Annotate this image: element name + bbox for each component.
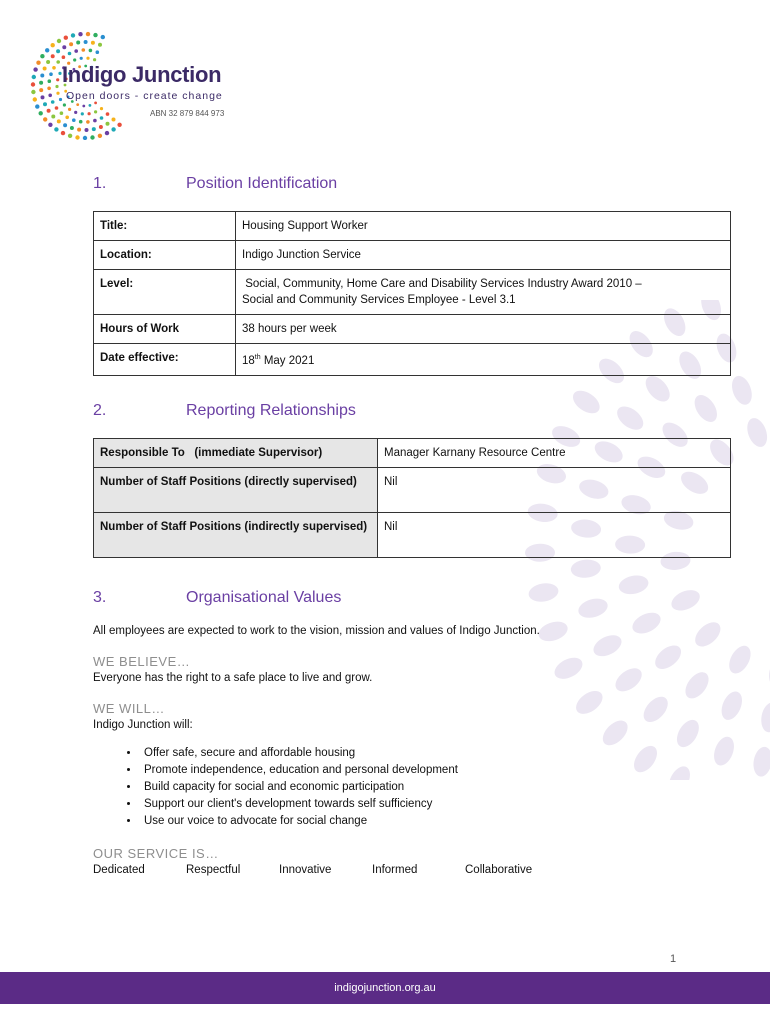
we-believe-text: Everyone has the right to a safe place to live and grow. xyxy=(93,672,373,684)
table-row xyxy=(94,212,731,241)
row-value xyxy=(236,270,731,315)
row-value: Housing Support Worker xyxy=(236,212,731,241)
row-label: Responsible To (immediate Supervisor) xyxy=(94,439,378,468)
service-value: Informed xyxy=(372,864,418,876)
table-row xyxy=(94,241,731,270)
level-line-2: Social and Community Services Employee - Level 3.1 xyxy=(242,294,516,306)
service-value: Innovative xyxy=(279,864,332,876)
brand-name: Indigo Junction xyxy=(62,62,222,87)
list-item: • Offer safe, secure and affordable housing xyxy=(140,745,458,762)
we-will-heading: WE WILL… xyxy=(93,701,165,716)
reporting-table xyxy=(93,438,731,558)
section-2-title: Reporting Relationships xyxy=(186,402,356,419)
list-item: • Support our client's development towards self sufficiency xyxy=(140,796,458,813)
section-2-number: 2. xyxy=(93,402,107,419)
section-1-number: 1. xyxy=(93,175,107,192)
our-service-heading: OUR SERVICE IS… xyxy=(93,846,219,861)
row-value: Manager Karnany Resource Centre xyxy=(378,439,731,468)
table-row xyxy=(94,513,731,558)
list-item: • Use our voice to advocate for social change xyxy=(140,813,458,830)
list-item: • Build capacity for social and economic participation xyxy=(140,779,458,796)
table-row xyxy=(94,315,731,344)
row-value xyxy=(236,344,731,376)
section-1-title: Position Identification xyxy=(186,175,338,192)
table-row xyxy=(94,468,731,513)
we-will-list xyxy=(100,745,458,830)
values-intro: All employees are expected to work to the vision, mission and values of Indigo Junction. xyxy=(93,625,540,637)
row-label: Date effective: xyxy=(94,344,236,376)
row-label: Title: xyxy=(94,212,236,241)
row-label: Number of Staff Positions (directly supervised) xyxy=(94,468,378,513)
row-label: Level: xyxy=(94,270,236,315)
section-3-title: Organisational Values xyxy=(186,589,342,606)
service-value: Collaborative xyxy=(465,864,533,876)
row-label: Location: xyxy=(94,241,236,270)
row-value: Indigo Junction Service xyxy=(236,241,731,270)
list-item: • Promote independence, education and personal development xyxy=(140,762,458,779)
row-value: 38 hours per week xyxy=(236,315,731,344)
brand-tagline: Open doors - create change xyxy=(66,90,223,102)
footer-url: indigojunction.org.au xyxy=(334,982,436,994)
service-value: Dedicated xyxy=(93,864,145,876)
table-row xyxy=(94,270,731,315)
we-will-intro: Indigo Junction will: xyxy=(93,719,193,731)
table-row xyxy=(94,439,731,468)
service-value: Respectful xyxy=(186,864,241,876)
row-value: Nil xyxy=(378,513,731,558)
date-suffix: th xyxy=(254,354,261,361)
row-value: Nil xyxy=(378,468,731,513)
row-label: Hours of Work xyxy=(94,315,236,344)
brand-abn: ABN 32 879 844 973 xyxy=(150,109,225,118)
page-number: 1 xyxy=(670,953,677,965)
section-3-number: 3. xyxy=(93,589,107,606)
level-line-1: Social, Community, Home Care and Disability Services Industry Award 2010 – xyxy=(242,278,642,290)
row-label: Number of Staff Positions (indirectly supervised) xyxy=(94,513,378,558)
we-believe-heading: WE BELIEVE… xyxy=(93,654,191,669)
date-rest: May 2021 xyxy=(260,354,315,367)
table-row xyxy=(94,344,731,376)
date-day: 18 xyxy=(242,354,255,367)
position-table xyxy=(93,211,731,376)
